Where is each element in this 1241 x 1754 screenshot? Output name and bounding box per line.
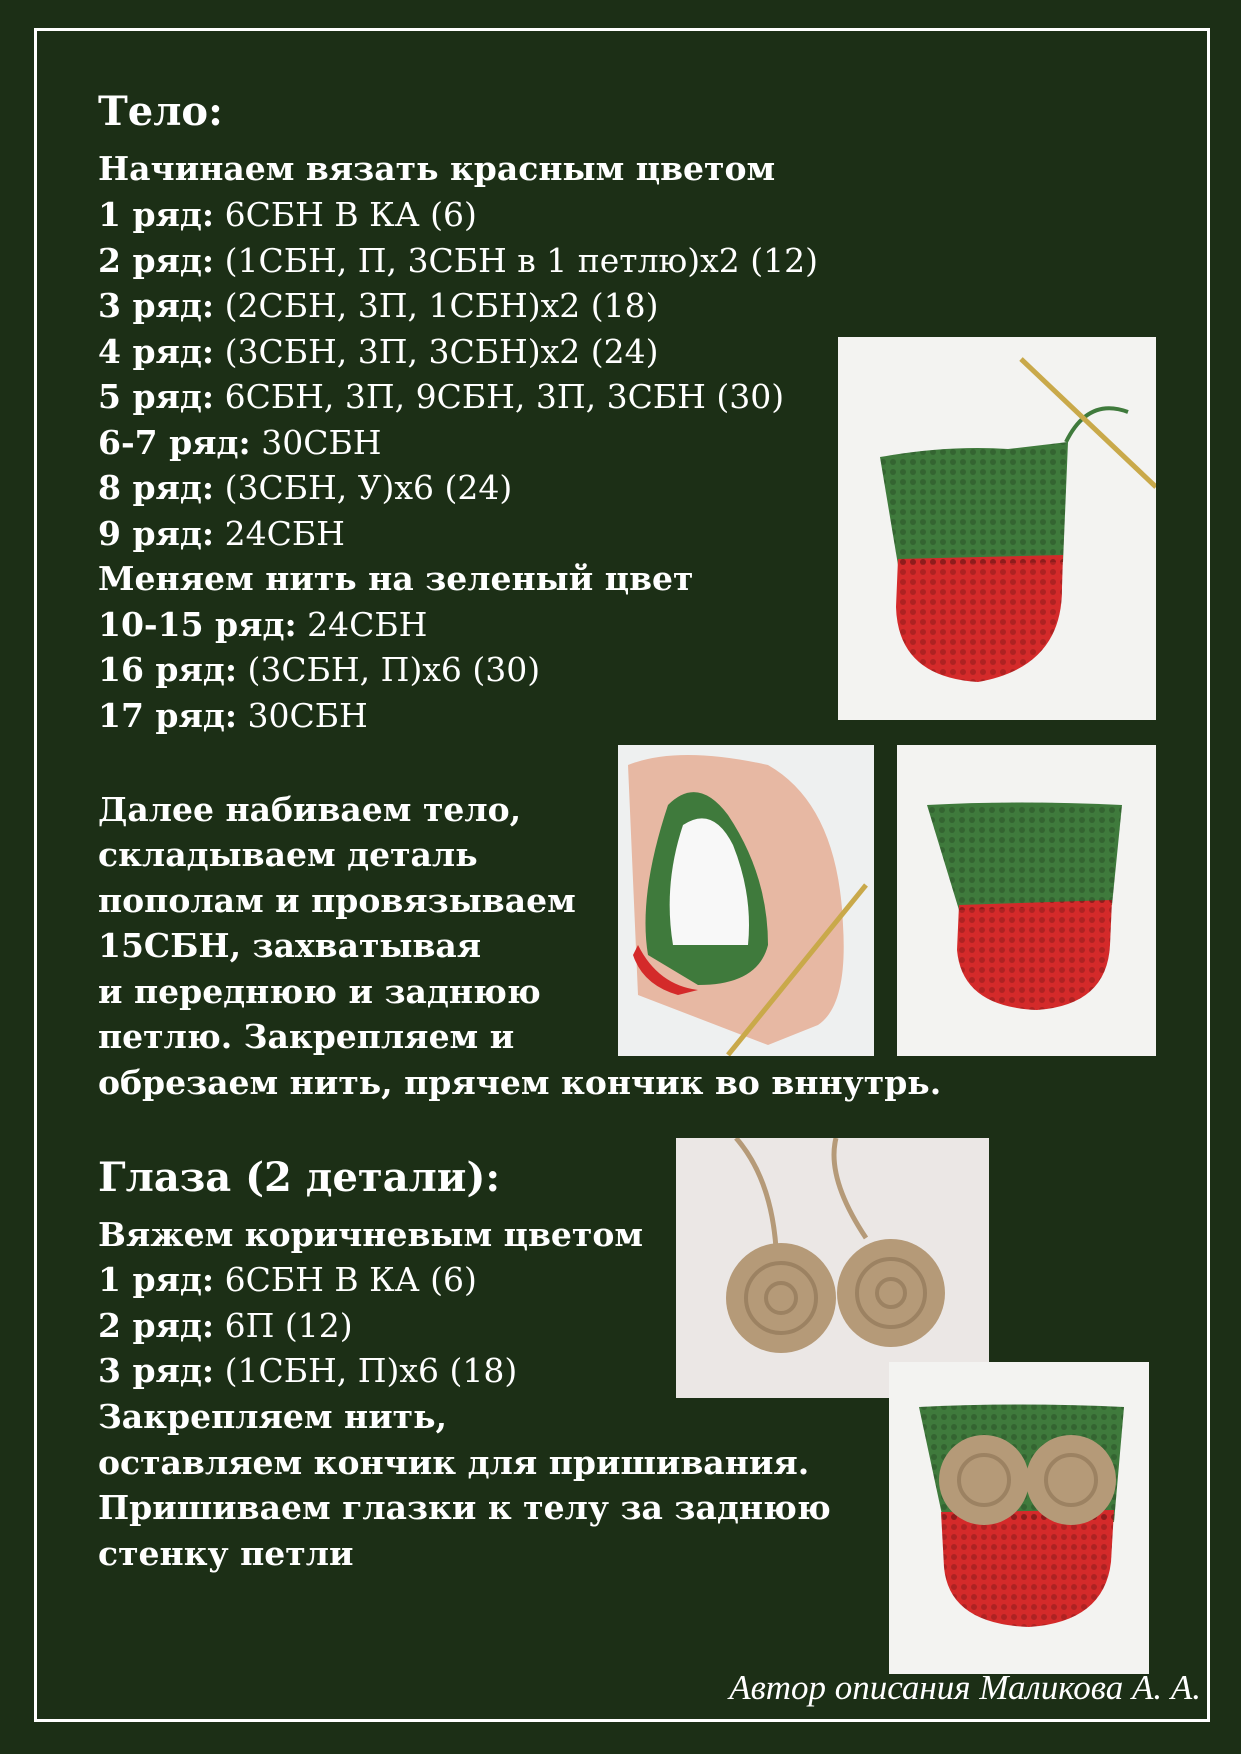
row-line xyxy=(98,693,368,739)
row-line xyxy=(98,465,512,511)
row-line xyxy=(98,420,382,466)
row-text: (2СБН, 3П, 1СБН)х2 (18) xyxy=(214,286,659,325)
row-label: 9 ряд: xyxy=(98,514,215,553)
row-label: 3 ряд: xyxy=(98,1351,215,1390)
finish-line: стенку петли xyxy=(98,1534,354,1573)
row-text: (3СБН, 3П, 3СБН)х2 (24) xyxy=(214,332,659,371)
row-text: 6СБН, 3П, 9СБН, 3П, 3СБН (30) xyxy=(214,377,785,416)
row-line xyxy=(98,374,784,420)
row-label: 1 ряд: xyxy=(98,1260,215,1299)
row-label: 1 ряд: xyxy=(98,195,215,234)
row-text: 24СБН xyxy=(296,605,428,644)
finish-line: Закрепляем нить, xyxy=(98,1397,447,1436)
author-credit: Автор описания Маликова А. А. xyxy=(729,1668,1201,1707)
row-label: 10-15 ряд: xyxy=(98,605,297,644)
change-color-note: Меняем нить на зеленый цвет xyxy=(98,559,694,598)
row-line xyxy=(98,602,427,648)
finish-line: 15СБН, захватывая xyxy=(98,926,482,965)
row-line xyxy=(98,238,818,284)
finish-line: оставляем кончик для пришивания. xyxy=(98,1443,810,1482)
row-text: 30СБН xyxy=(237,696,368,735)
finish-line: Далее набиваем тело, xyxy=(98,790,522,829)
row-text: 6П (12) xyxy=(214,1306,353,1345)
row-line xyxy=(98,647,540,693)
row-label: 2 ряд: xyxy=(98,241,215,280)
finish-line: Пришиваем глазки к телу за заднюю xyxy=(98,1488,831,1527)
photo-body-flat xyxy=(838,337,1156,720)
photo-stuffing xyxy=(618,745,874,1056)
section-title-body: Тело: xyxy=(98,88,223,135)
photo-body-finished xyxy=(897,745,1156,1056)
finish-line: и переднюю и заднюю xyxy=(98,972,541,1011)
eyes-intro: Вяжем коричневым цветом xyxy=(98,1215,644,1254)
row-label: 4 ряд: xyxy=(98,332,215,371)
row-text: (1СБН, П)х6 (18) xyxy=(214,1351,518,1390)
finish-line: пополам и провязываем xyxy=(98,881,576,920)
finish-line: петлю. Закрепляем и xyxy=(98,1017,515,1056)
row-label: 3 ряд: xyxy=(98,286,215,325)
row-text: 6СБН В КА (6) xyxy=(214,195,477,234)
row-label: 2 ряд: xyxy=(98,1306,215,1345)
finish-line: обрезаем нить, прячем кончик во вннутрь. xyxy=(98,1063,942,1102)
row-text: 30СБН xyxy=(250,423,382,462)
finish-line: складываем деталь xyxy=(98,835,478,874)
row-label: 5 ряд: xyxy=(98,377,215,416)
row-label: 17 ряд: xyxy=(98,696,238,735)
row-line xyxy=(98,1257,477,1303)
photo-eyes xyxy=(676,1138,989,1398)
row-line xyxy=(98,511,345,557)
row-label: 8 ряд: xyxy=(98,468,215,507)
row-text: 24СБН xyxy=(214,514,345,553)
row-text: 6СБН В КА (6) xyxy=(214,1260,477,1299)
photo-body-with-eyes xyxy=(889,1362,1149,1674)
row-line xyxy=(98,192,477,238)
row-line xyxy=(98,283,658,329)
row-text: (3СБН, У)х6 (24) xyxy=(214,468,513,507)
row-line xyxy=(98,329,658,375)
row-text: (1СБН, П, 3СБН в 1 петлю)х2 (12) xyxy=(214,241,818,280)
row-label: 6-7 ряд: xyxy=(98,423,251,462)
body-intro: Начинаем вязать красным цветом xyxy=(98,149,776,188)
row-label: 16 ряд: xyxy=(98,650,238,689)
row-text: (3СБН, П)х6 (30) xyxy=(237,650,541,689)
row-line xyxy=(98,1303,353,1349)
row-line xyxy=(98,1348,517,1394)
section-title-eyes: Глаза (2 детали): xyxy=(98,1154,501,1201)
